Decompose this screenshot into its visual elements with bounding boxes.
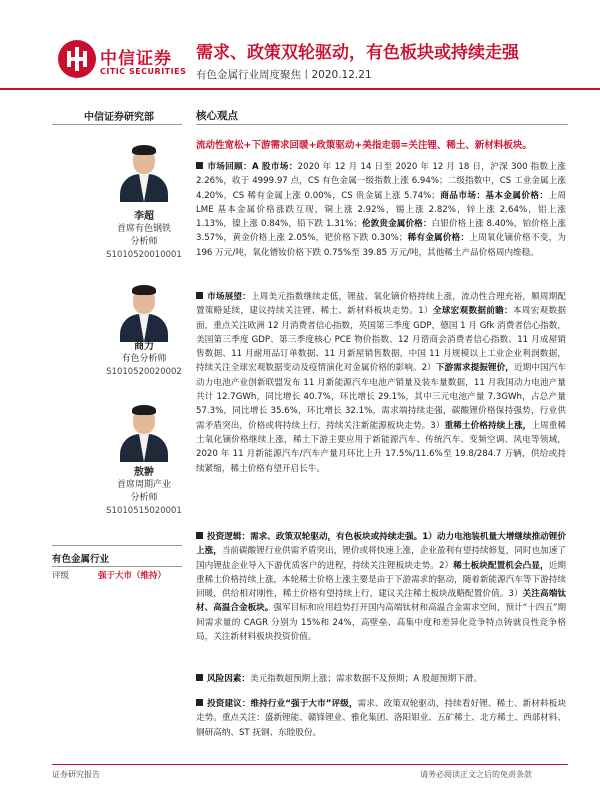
- bullet-icon: [196, 699, 203, 706]
- investment-advice-paragraph: 投资建议：维持行业“强于大市”评级，需求、政策双轮驱动，持续看好锂、稀土、新材料板块走势。重点关注：盛新锂能、赣锋锂业、雅化集团、洛阳钼业、五矿稀土、北方稀土、西部材料、钢研高纳、ST 抚钢、东睦股份。: [196, 699, 566, 738]
- analyst-card: [84, 210, 204, 262]
- risk-factors-paragraph: 风险因素：美元指数超预期上涨；需求数据不及预期；A 股超预期下滑。: [196, 672, 566, 686]
- core-divider: [196, 124, 568, 125]
- report-subtitle: 有色金属行业周度聚焦丨2020.12.21: [196, 69, 372, 81]
- industry-name: 有色金属行业: [52, 554, 110, 565]
- bullet-icon: [196, 532, 203, 539]
- left-divider: [52, 124, 182, 125]
- citic-logo-icon: [58, 40, 96, 78]
- analyst-name: 敖翀: [134, 467, 154, 478]
- bullet-icon: [196, 292, 203, 299]
- footer-left: 证券研究报告: [52, 770, 100, 779]
- bullet-icon: [196, 674, 203, 681]
- analyst-photo: [116, 400, 172, 462]
- analyst-role: 分析师: [130, 237, 158, 247]
- institute-label: 中信证券研究部: [84, 112, 154, 123]
- analyst-role: 首席有色钢铁: [116, 224, 171, 234]
- report-title: 需求、政策双轮驱动，有色板块或持续走强: [196, 43, 519, 63]
- analyst-photo: [116, 280, 172, 342]
- analyst-role: 有色分析师: [121, 354, 167, 364]
- analyst-license-id: S1010520010001: [106, 250, 182, 260]
- analyst-card: [84, 466, 204, 518]
- analyst-card: [84, 340, 204, 379]
- brand-name-en: CITIC SECURITIES: [100, 67, 187, 76]
- left-divider: [52, 545, 182, 546]
- rating-value: 强于大市（维持）: [98, 571, 167, 581]
- footer-divider: [52, 764, 568, 765]
- market-outlook-paragraph: 市场展望：上周美元指数继续走低，锂盐、氧化镝价格持续上涨，流动性合理充裕，顺周期配置策略延续，建议持续关注锂、稀土、新材料板块走势。1）全球宏观数据前瞻：本周宏观数据面，重点关注欧洲 12 月消费者信心指数，英国第三季度 GDP，德国 1 月 Gfk 消费者信心指数，美国第三季度 GDP、第三季度核心 PCE 物价指数、12 月谘商会消费者信心指数、11 月成屋销售数据、11 月耐用品订单数据、11 月新屋销售数据，中国 11 月规模以上工业企业利润数据，持续关注全球宏观数据变动及疫情演化对金属价格的影响。2）下游需求提振锂价，近期中国汽车动力电池产业创新联盟发布 11 月新能源汽车电池产销量及装车量数据，11 月我国动力电池产量共计 12.7GWh，同比增长 40.7%，环比增长 29.1%，其中三元电池产量 7.3GWh，占总产量 57.3%，同比增长 35.6%，环比增长 32.1%，需求端持续走强，碳酸锂价格保持强势，行业供需矛盾突出，价格或将持续上行，持续关注新能源板块走势。3）重稀土价格持续上涨，上周重稀土氧化镝价格继续上涨，稀土下游主要应用于新能源汽车、传统汽车、变频空调、风电等领域，2020 年 11 月新能源汽车/汽车产量月环比上升 17.5%/11.6%至 19.8/284.7 万辆，供给或持续紧缩，稀土价格有望开启长牛。: [196, 292, 566, 474]
- market-review-paragraph: 市场回顾：A 股市场：2020 年 12 月 14 日至 2020 年 12 月 18 日，沪深 300 指数上涨 2.26%，收于 4999.97 点，CS 有色金属一级指数上涨 6.94%；二级指数中，CS 工业金属上涨 4.20%，CS 稀有金属上涨 0.00%，CS 贵金属上涨 5.74%；商品市场：基本金属价格：上周 LME 基本金属价格涨跌互现，铜上涨 2.92%，锡上涨 2.82%，锌上涨 2.64%，铝上涨 1.13%，镍上涨 0.84%，铅下跌 1.31%；伦敦贵金属价格：白银价格上涨 8.40%，铂价格上涨 3.57%，黄金价格上涨 2.05%，钯价格下跌 0.30%；稀有金属价格：上周氧化镝价格不变，为 196 万元/吨，氧化镨钕价格下跌 0.75%至 39.85 万元/吨，其他稀土产品价格周内维稳。: [196, 162, 566, 258]
- core-views-title: 核心观点: [196, 110, 238, 122]
- analyst-name: 商力: [134, 341, 154, 352]
- footer-disclaimer: 请务必阅读正文之后的免责条款: [420, 770, 532, 779]
- core-headline: 流动性宽松+下游需求回暖+政策驱动+美指走弱=关注锂、稀土、新材料板块。: [196, 140, 532, 151]
- brand-name-cn: 中信证券: [100, 49, 172, 69]
- header-divider: [0, 88, 600, 90]
- analyst-photo: [116, 140, 172, 202]
- analyst-name: 李超: [134, 211, 154, 222]
- investment-logic-paragraph: 投资逻辑：需求、政策双轮驱动，有色板块或持续走强。1）动力电池装机量大增继续推动锂价上涨，当前碳酸锂行业供需矛盾突出，锂价或将快速上涨，企业盈利有望持续修复，同时也加速了国内锂盐企业导入下游优质客户的进程，持续关注锂板块走势。2）稀土板块配置机会凸显，近期重稀土价格持续上涨，本轮稀土价格上涨主要是由于下游需求的驱动，随着新能源汽车等下游持续回暖，供给相对刚性，稀土价格有望持续上行，建议关注稀土板块战略配置价值。3）关注高端钛材、高温合金板块。强军目标和应用趋势打开国内高端钛材和高温合金需求空间，预计“十四五”期间需求量的 CAGR 分别为 15%和 24%，高壁垒、高集中度和差异化竞争特点铸就良性竞争格局，关注新材料板块投资价值。: [196, 532, 566, 643]
- rating-label: 评级: [52, 571, 70, 581]
- bullet-icon: [196, 162, 203, 169]
- analyst-license-id: S1010515020001: [106, 506, 182, 516]
- analyst-role: 分析师: [130, 493, 158, 503]
- analyst-role: 首席周期产业: [116, 480, 171, 490]
- analyst-license-id: S1010520020002: [106, 367, 182, 377]
